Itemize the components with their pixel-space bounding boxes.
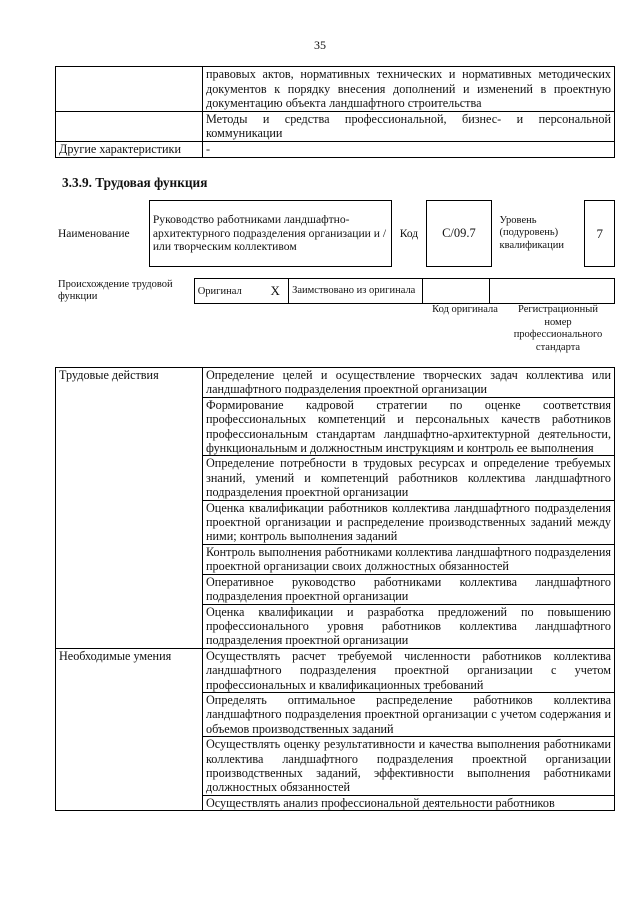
action-item: Оперативное руководство работниками коллектива ландшафтного подразделения проектной организации [203,574,615,604]
other-characteristics-label: Другие характеристики [56,141,203,157]
reg-number-cell [490,279,615,304]
knowledge-item: правовых актов, нормативных технических и нормативных методических документов к порядку внесения дополнений и изменений в проектную документацию объекта ландшафтного строительства [203,67,615,112]
skill-item: Осуществлять расчет требуемой численности работников коллектива ландшафтного подразделения проектной организации с учетом профессиональных и квалификационных требований [203,648,615,692]
level-label: Уровень (подуровень) квалификации [499,214,564,251]
actions-label: Трудовые действия [56,368,203,649]
empty-cell [56,67,203,112]
other-characteristics-value: - [203,141,615,157]
knowledge-item: Методы и средства профессиональной, бизнес- и персональной коммуникации [203,111,615,141]
reg-caption: Регистрационный номер профессионального стандарта [513,304,603,353]
function-details-table [55,367,615,811]
function-name-table [55,200,615,267]
level-value: 7 [585,201,615,267]
page-number: 35 [314,38,326,52]
action-item: Определение целей и осуществление творческих задач коллектива или ландшафтного подразделения проектной организации [203,368,615,398]
code-value: C/09.7 [427,201,491,267]
skill-item: Определять оптимальное распределение работников коллектива ландшафтного подразделения проектной организации с учетом содержания и объемов производственных заданий [203,692,615,736]
name-label: Наименование [58,227,130,240]
section-title: 3.3.9. Трудовая функция [62,175,208,190]
continuation-table [55,66,615,158]
action-item: Определение потребности в трудовых ресурсах и определение требуемых знаний, умений и компетенций работников коллектива ландшафтного подразделения проектной организации [203,456,615,500]
action-item: Оценка квалификации работников коллектива ландшафтного подразделения проектной организации и распределение производственных заданий между ними; контроль выполнения заданий [203,500,615,544]
code-caption: Код оригинала [432,304,498,315]
empty-cell [56,111,203,141]
original-mark: X [262,279,288,304]
origin-table [55,278,615,304]
original-code-cell [422,279,490,304]
borrowed-label: Заимствовано из оригинала [289,279,423,304]
origin-label: Происхождение трудовой функции [58,278,173,303]
skill-item: Осуществлять оценку результативности и качества выполнения работниками коллектива ландшафтного подразделения проектной организации производственных заданий, эффективности выполнения работниками должностных обязанностей [203,737,615,796]
code-label: Код [399,227,419,240]
skills-label: Необходимые умения [56,648,203,810]
action-item: Оценка квалификации и разработка предложений по повышению профессионального уровня работников коллектива ландшафтного подразделения проектной организации [203,604,615,648]
function-name: Руководство работниками ландшафтно-архитектурного подразделения организации и /или творческим коллективом [149,201,391,267]
action-item: Формирование кадровой стратегии по оценке соответствия профессиональных компетенций и персональных качеств работников профессиональным стандартам ландшафтно-архитектурной деятельности, функциональным и должностным инструкциям и контроль ее выполнения [203,397,615,456]
original-label: Оригинал [194,279,262,304]
skill-item: Осуществлять анализ профессиональной деятельности работников [203,795,615,810]
action-item: Контроль выполнения работниками коллектива ландшафтного подразделения проектной организации своих должностных обязанностей [203,544,615,574]
